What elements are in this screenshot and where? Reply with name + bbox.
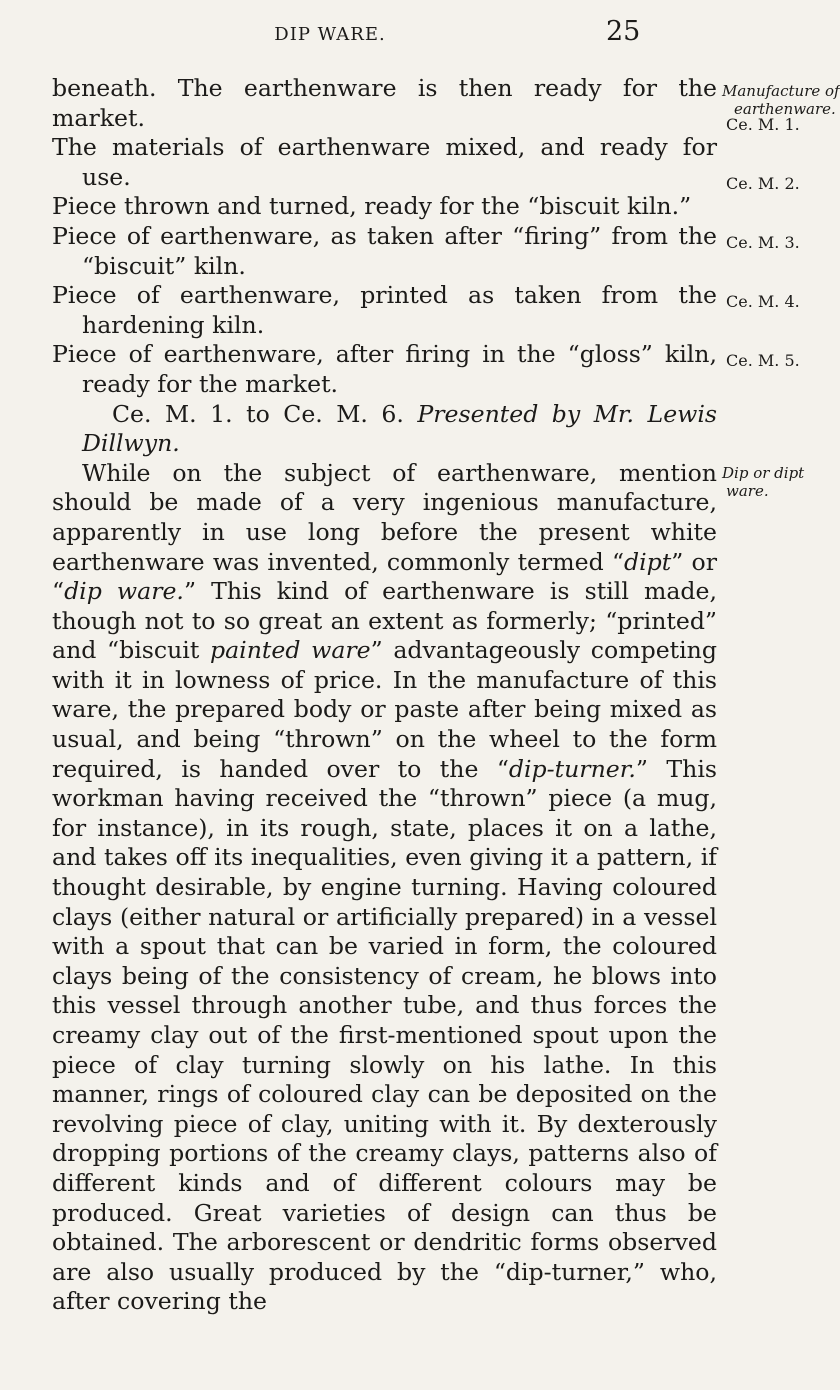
dip-term-dipt: dipt bbox=[624, 547, 672, 576]
margin-ce-m-5: Ce. M. 5. bbox=[726, 351, 800, 370]
margin-ce-m-2: Ce. M. 2. bbox=[726, 174, 800, 193]
running-head: DIP WARE. bbox=[274, 24, 386, 45]
dip-term-dip-turner: dip-turner. bbox=[508, 754, 636, 783]
dip-term-dip-ware: dip ware. bbox=[64, 577, 184, 606]
dip-term-painted-ware: painted ware bbox=[209, 636, 371, 665]
item-ce-m-2: Piece thrown and turned, ready for the “biscuit kiln.” bbox=[52, 192, 692, 221]
presented-line bbox=[52, 400, 717, 459]
presented-range: Ce. M. 1. to Ce. M. 6. bbox=[112, 399, 404, 428]
dip-text-g: ” advantageously competing with it in lowness of price. In the manufacture of this ware, the prepared body or paste after being mixed as usual, and being “thrown” on the wheel to the form required, is handed over to the “ bbox=[52, 636, 717, 783]
dip-text-c: ” or “ bbox=[52, 547, 718, 606]
page-header bbox=[0, 0, 800, 72]
item-ce-m-5: Piece of earthenware, after firing in the “gloss” kiln, ready for the market. bbox=[52, 340, 717, 398]
dip-text-e: ” This kind of earthenware is still made, though not to so great an extent as formerly; “printed” and “biscuit bbox=[52, 577, 717, 665]
margin-note-manufacture: Manufacture of earthenware. bbox=[722, 82, 840, 118]
presented-by: Presented by Mr. Lewis Dillwyn. bbox=[82, 399, 717, 458]
item-ce-m-1: The materials of earthenware mixed, and ready for use. bbox=[52, 133, 717, 191]
item-ce-m-3: Piece of earthenware, as taken after “firing” from the “biscuit” kiln. bbox=[52, 221, 717, 280]
dip-text-i: ” This workman having received the “thrown” piece (a mug, for instance), in its rough, state, places it on a lathe, and takes off its inequalities, even giving it a pattern, if thought desirable, by engine turning. Having coloured clays (either natural or artificially prepared) in a vessel with a spout that can be varied in form, the coloured clays being of the consistency of cream, he blows into this vessel through another tube, and thus forces the creamy clay out of the first-mentioned spout upon the piece of clay turning slowly on his lathe. In this manner, rings of coloured clay can be deposited on the revolving piece of clay, uniting with it. By dexterously dropping portions of the creamy clays, patterns also of different kinds and of different colours may be produced. Great varieties of design can thus be obtained. The arborescent or dendritic forms observed are also usually produced by the “dip-turner,” who, after covering the bbox=[52, 754, 717, 1316]
paragraph-dip-ware bbox=[52, 459, 717, 1317]
body-text bbox=[52, 74, 717, 1317]
margin-note-dip-ware: Dip or dipt ware. bbox=[722, 464, 805, 500]
dip-text-a: While on the subject of earthenware, mention should be made of a very ingenious manufacture, apparently in use long before the present white earthenware was invented, commonly termed “ bbox=[52, 458, 717, 576]
margin-ce-m-1: Ce. M. 1. bbox=[726, 115, 800, 134]
margin-ce-m-3: Ce. M. 3. bbox=[726, 233, 800, 252]
item-ce-m-4: Piece of earthenware, printed as taken from the hardening kiln. bbox=[52, 281, 717, 339]
paragraph-1: beneath. The earthenware is then ready for the market. bbox=[52, 74, 717, 132]
margin-ce-m-4: Ce. M. 4. bbox=[726, 292, 800, 311]
page-number: 25 bbox=[606, 16, 641, 47]
